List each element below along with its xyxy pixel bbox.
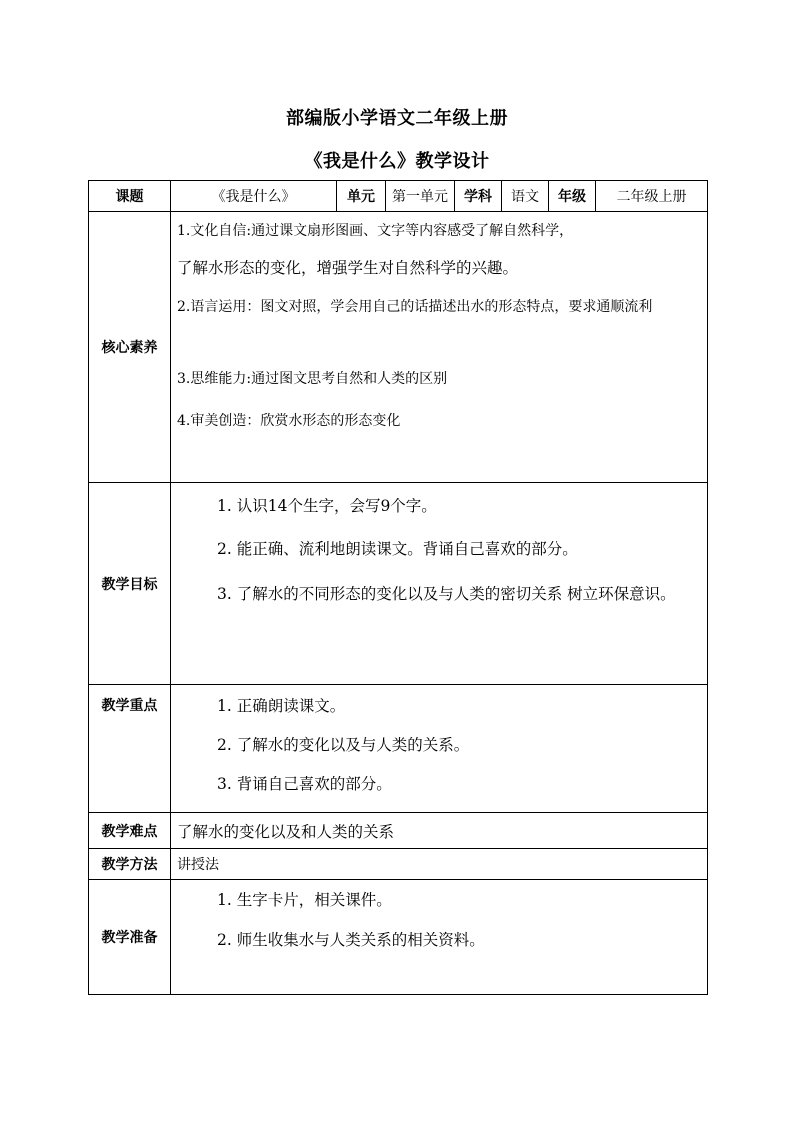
prep-line-1: 1. 生字卡片，相关课件。 xyxy=(217,891,392,909)
goals-content xyxy=(171,483,708,685)
key-line-3: 3. 背诵自己喜欢的部分。 xyxy=(217,775,392,793)
goals-line-2: 2. 能正确、流利地朗读课文。背诵自己喜欢的部分。 xyxy=(217,540,578,558)
subject-value: 语文 xyxy=(502,181,549,212)
topic-label: 课题 xyxy=(89,181,171,212)
grade-label: 年级 xyxy=(549,181,596,212)
core-label: 核心素养 xyxy=(89,212,171,483)
core-line-4: 3.思维能力:通过图文思考自然和人类的区别 xyxy=(177,371,448,387)
goals-label: 教学目标 xyxy=(89,483,171,685)
key-line-2: 2. 了解水的变化以及与人类的关系。 xyxy=(217,736,470,754)
topic-value: 《我是什么》 xyxy=(171,181,337,212)
difficulty-label: 教学难点 xyxy=(89,813,171,849)
core-line-1: 1.文化自信:通过课文扇形图画、文字等内容感受了解自然科学， xyxy=(177,223,574,239)
unit-label: 单元 xyxy=(337,181,386,212)
method-row xyxy=(89,849,708,880)
core-content xyxy=(171,212,708,483)
goals-row xyxy=(89,483,708,685)
core-line-2: 了解水形态的变化，增强学生对自然科学的兴趣。 xyxy=(177,259,519,277)
prep-label: 教学准备 xyxy=(89,880,171,995)
lesson-plan-table xyxy=(88,180,708,995)
header-row xyxy=(89,181,708,212)
goals-line-1: 1. 认识14个生字，会写9个字。 xyxy=(217,497,437,515)
grade-value: 二年级上册 xyxy=(596,181,708,212)
prep-row xyxy=(89,880,708,995)
prep-content xyxy=(171,880,708,995)
core-line-3: 2.语言运用：图文对照，学会用自己的话描述出水的形态特点，要求通顺流利 xyxy=(177,299,653,315)
difficulty-content: 了解水的变化以及和人类的关系 xyxy=(171,813,708,849)
goals-line-3: 3. 了解水的不同形态的变化以及与人类的密切关系 树立环保意识。 xyxy=(217,585,676,603)
subject-label: 学科 xyxy=(455,181,502,212)
key-row xyxy=(89,685,708,813)
document-subtitle: 《我是什么》教学设计 xyxy=(304,151,490,172)
unit-value: 第一单元 xyxy=(386,181,455,212)
key-line-1: 1. 正确朗读课文。 xyxy=(217,697,346,715)
document-title: 部编版小学语文二年级上册 xyxy=(286,108,508,129)
prep-line-2: 2. 师生收集水与人类关系的相关资料。 xyxy=(217,931,485,949)
key-label: 教学重点 xyxy=(89,685,171,813)
key-content xyxy=(171,685,708,813)
method-content: 讲授法 xyxy=(171,849,708,880)
method-label: 教学方法 xyxy=(89,849,171,880)
difficulty-row xyxy=(89,813,708,849)
core-row xyxy=(89,212,708,483)
core-line-5: 4.审美创造：欣赏水形态的形态变化 xyxy=(177,413,401,429)
